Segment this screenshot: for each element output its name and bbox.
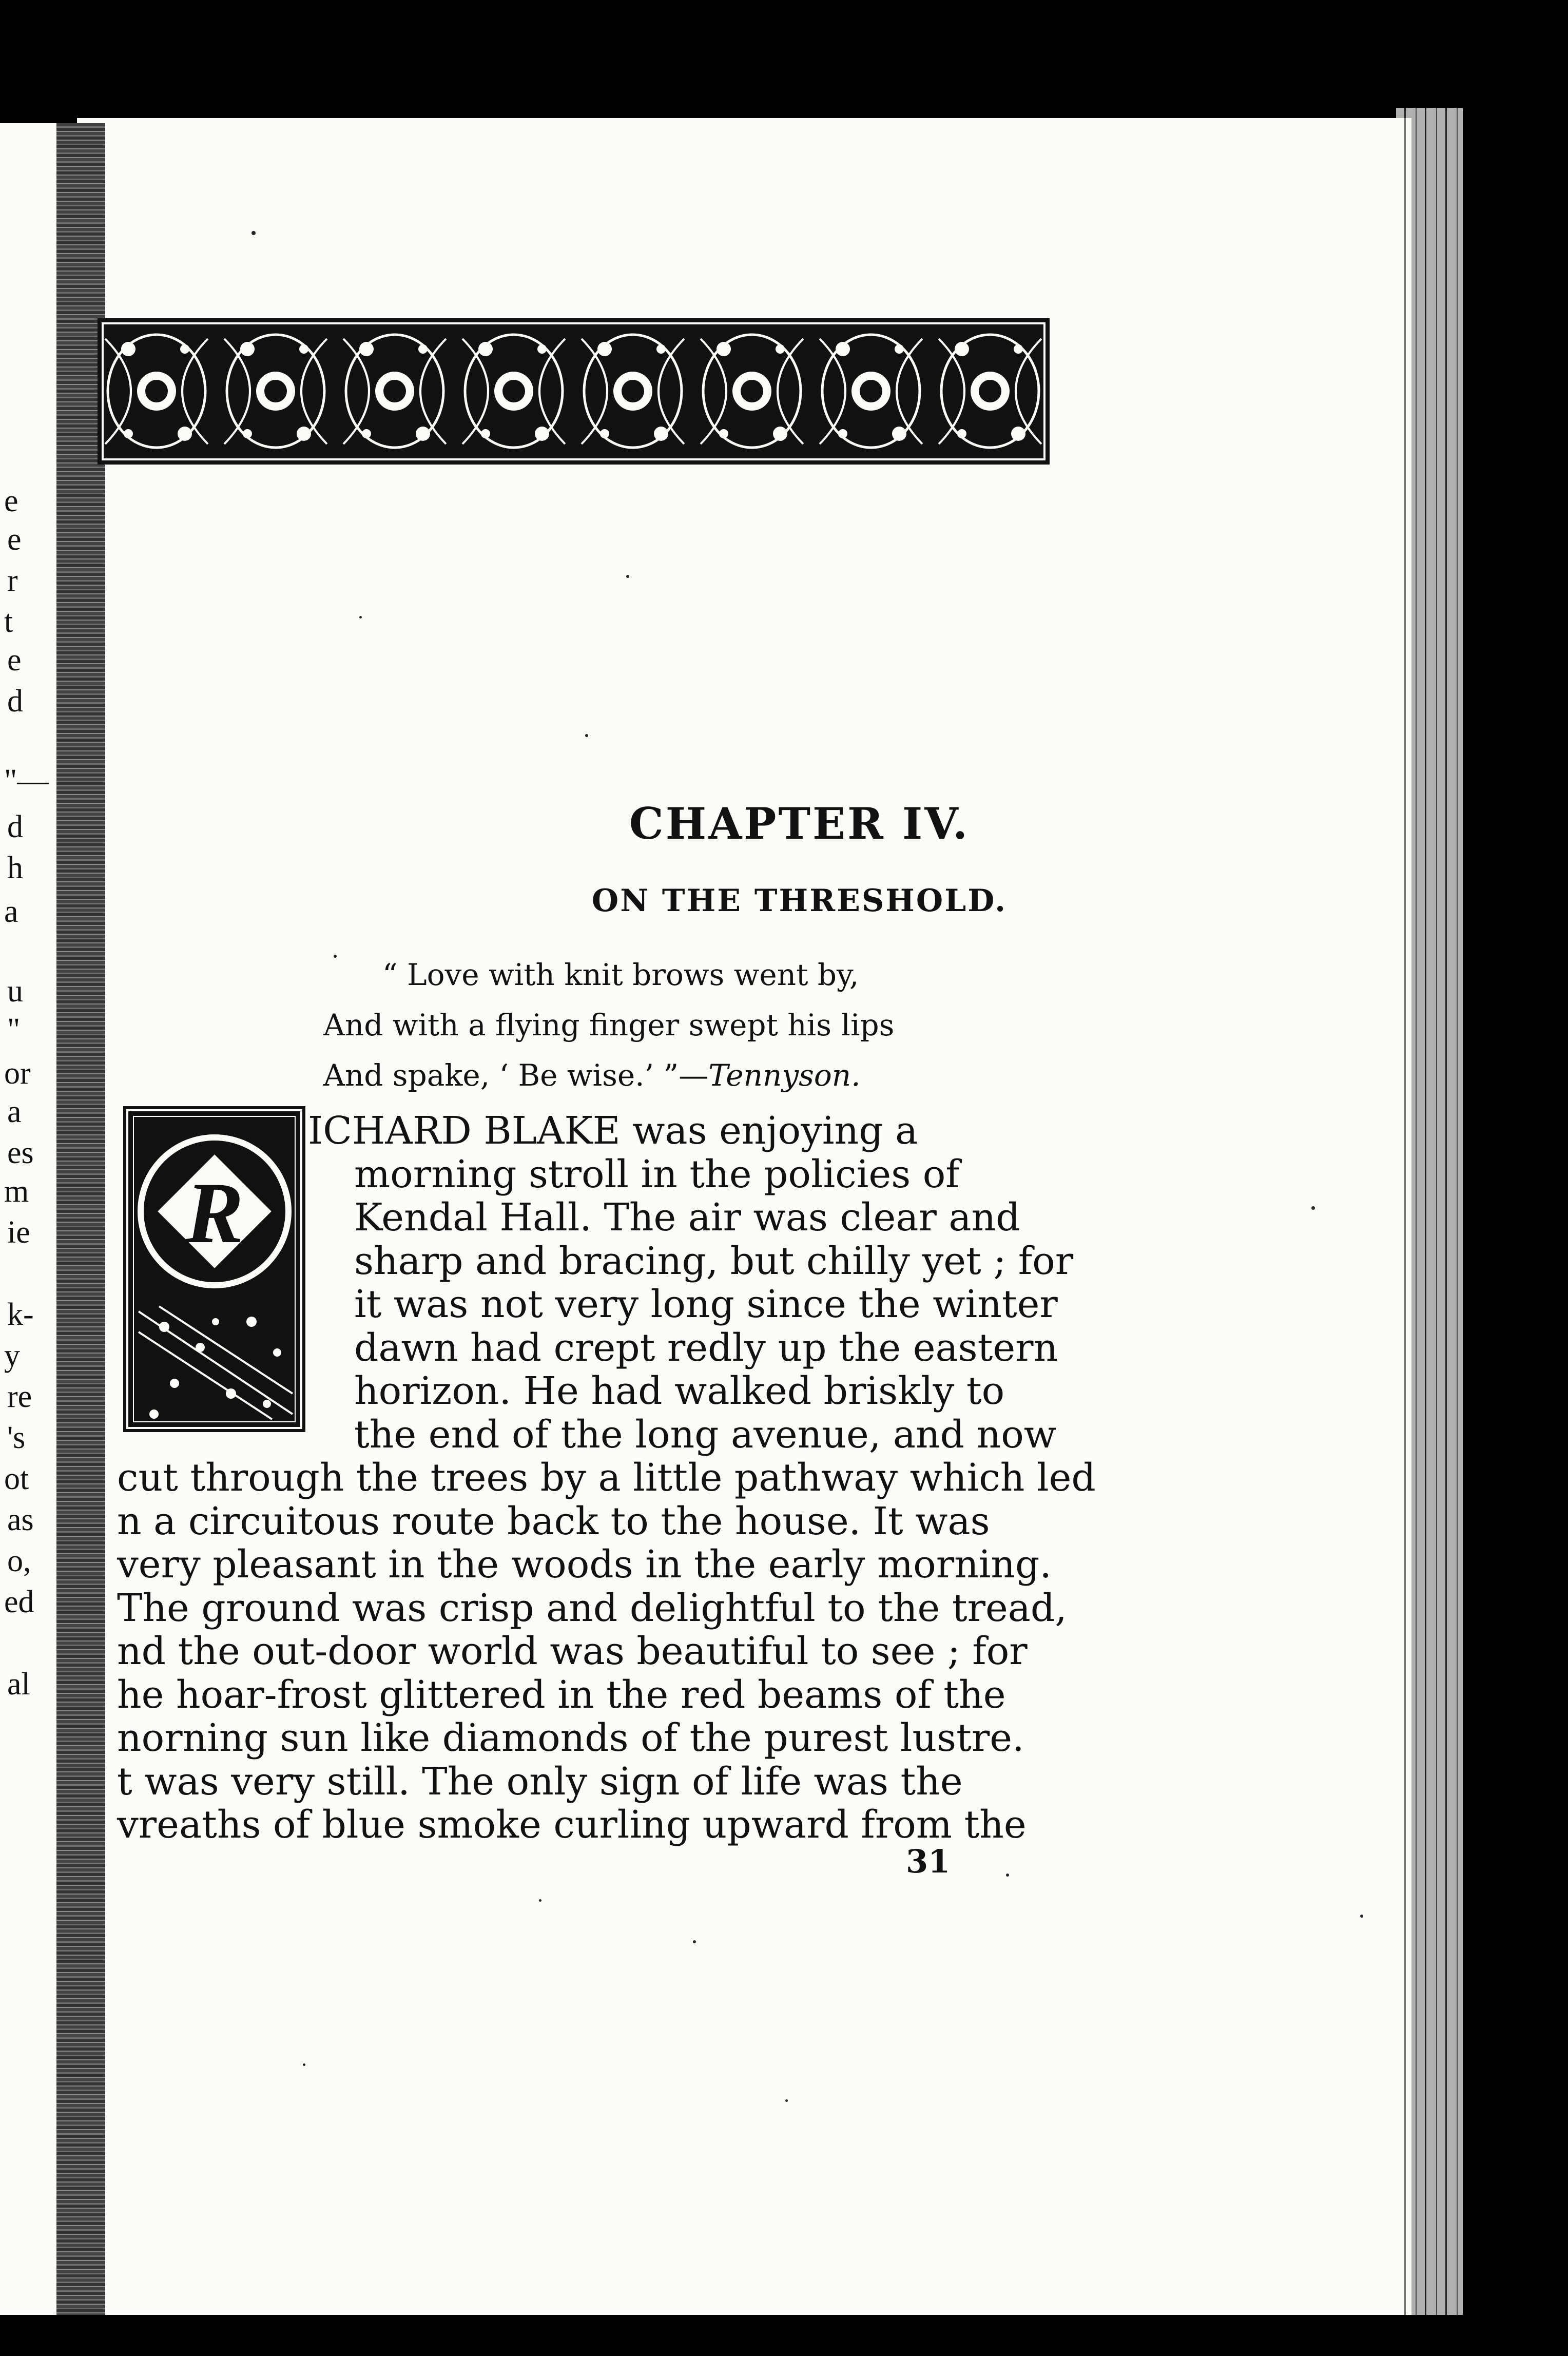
- gutter-fragment: ie: [7, 1215, 30, 1250]
- body-line: horizon. He had walked briskly to: [354, 1369, 1005, 1413]
- drop-cap-ornament: [123, 1106, 305, 1432]
- gutter-fragment: h: [7, 851, 23, 885]
- scan-speck: [359, 616, 362, 619]
- scan-speck: [1360, 1915, 1363, 1918]
- chapter-number: CHAPTER IV.: [629, 798, 970, 849]
- scan-speck: [693, 1940, 696, 1943]
- scan-speck: [303, 2063, 305, 2066]
- body-line: t was very still. The only sign of life was the: [117, 1759, 963, 1804]
- drop-cap-letter: R: [185, 1165, 244, 1261]
- scan-speck: [1006, 1874, 1009, 1877]
- chapter-title: ON THE THRESHOLD.: [591, 883, 1008, 919]
- epigraph-line-3: And spake, ‘ Be wise.’ ”—Tennyson.: [323, 1058, 861, 1093]
- body-line: The ground was crisp and delightful to the tread,: [117, 1586, 1067, 1630]
- gutter-fragment: m: [4, 1174, 29, 1209]
- gutter-fragment: u: [7, 974, 23, 1009]
- epigraph-attribution: Tennyson.: [708, 1058, 861, 1093]
- gutter-fragment: k-: [7, 1297, 34, 1332]
- gutter-fragment: t: [4, 604, 13, 639]
- body-line: the end of the long avenue, and now: [354, 1412, 1057, 1457]
- body-line: vreaths of blue smoke curling upward from the: [117, 1803, 1027, 1847]
- epigraph-line-1: “ Love with knit brows went by,: [382, 957, 859, 992]
- epigraph-line-2: And with a flying finger swept his lips: [323, 1008, 895, 1042]
- gutter-fragment: o,: [7, 1543, 31, 1578]
- scan-speck: [585, 734, 588, 737]
- body-line: Kendal Hall. The air was clear and: [354, 1195, 1020, 1240]
- body-line: very pleasant in the woods in the early morning.: [117, 1542, 1052, 1587]
- gutter-fragment: es: [7, 1135, 34, 1170]
- gutter-fragment: ": [7, 1012, 21, 1047]
- page-edge-shadow: [1396, 108, 1463, 2315]
- gutter-fragment: re: [7, 1379, 32, 1414]
- body-line: n a circuitous route back to the house. It was: [117, 1499, 990, 1543]
- epigraph: [323, 950, 939, 1100]
- body-line: dawn had crept redly up the eastern: [354, 1325, 1058, 1370]
- body-line: cut through the trees by a little pathway which led: [117, 1456, 1096, 1500]
- scan-speck: [334, 955, 337, 958]
- gutter-fragment: e: [7, 522, 22, 557]
- gutter-fragment: r: [7, 563, 18, 598]
- scan-speck: [626, 575, 629, 578]
- gutter-fragment: e: [7, 643, 22, 678]
- ornamental-header-band: [98, 318, 1050, 465]
- gutter-fragment: as: [7, 1502, 34, 1537]
- gutter-fragment: a: [4, 894, 18, 929]
- body-line: ICHARD BLAKE was enjoying a: [308, 1109, 918, 1153]
- body-line: it was not very long since the winter: [354, 1282, 1058, 1326]
- body-line: morning stroll in the policies of: [354, 1152, 960, 1196]
- page-number: 31: [906, 1843, 951, 1880]
- scan-speck: [251, 231, 256, 235]
- scan-speck: [539, 1899, 541, 1902]
- scan-speck: [785, 2099, 788, 2102]
- scan-speck: [1311, 1206, 1315, 1210]
- body-line: norning sun like diamonds of the purest lustre.: [117, 1716, 1024, 1760]
- gutter-fragment: al: [7, 1667, 30, 1702]
- gutter-fragment: a: [7, 1094, 22, 1129]
- gutter-fragment: y: [4, 1338, 20, 1373]
- gutter-fragment: e: [4, 484, 18, 518]
- gutter-fragment: d: [7, 809, 23, 844]
- gutter-fragment: or: [4, 1056, 31, 1091]
- body-line: he hoar-frost glittered in the red beams of the: [117, 1672, 1006, 1717]
- body-line: nd the out-door world was beautiful to see ; for: [117, 1629, 1028, 1673]
- gutter-fragment: "—: [4, 763, 49, 798]
- gutter-fragment: ed: [4, 1585, 34, 1619]
- gutter-fragment: d: [7, 684, 23, 719]
- gutter-fragment: ot: [4, 1461, 29, 1496]
- body-line: sharp and bracing, but chilly yet ; for: [354, 1239, 1074, 1283]
- gutter-fragment: 's: [7, 1420, 26, 1455]
